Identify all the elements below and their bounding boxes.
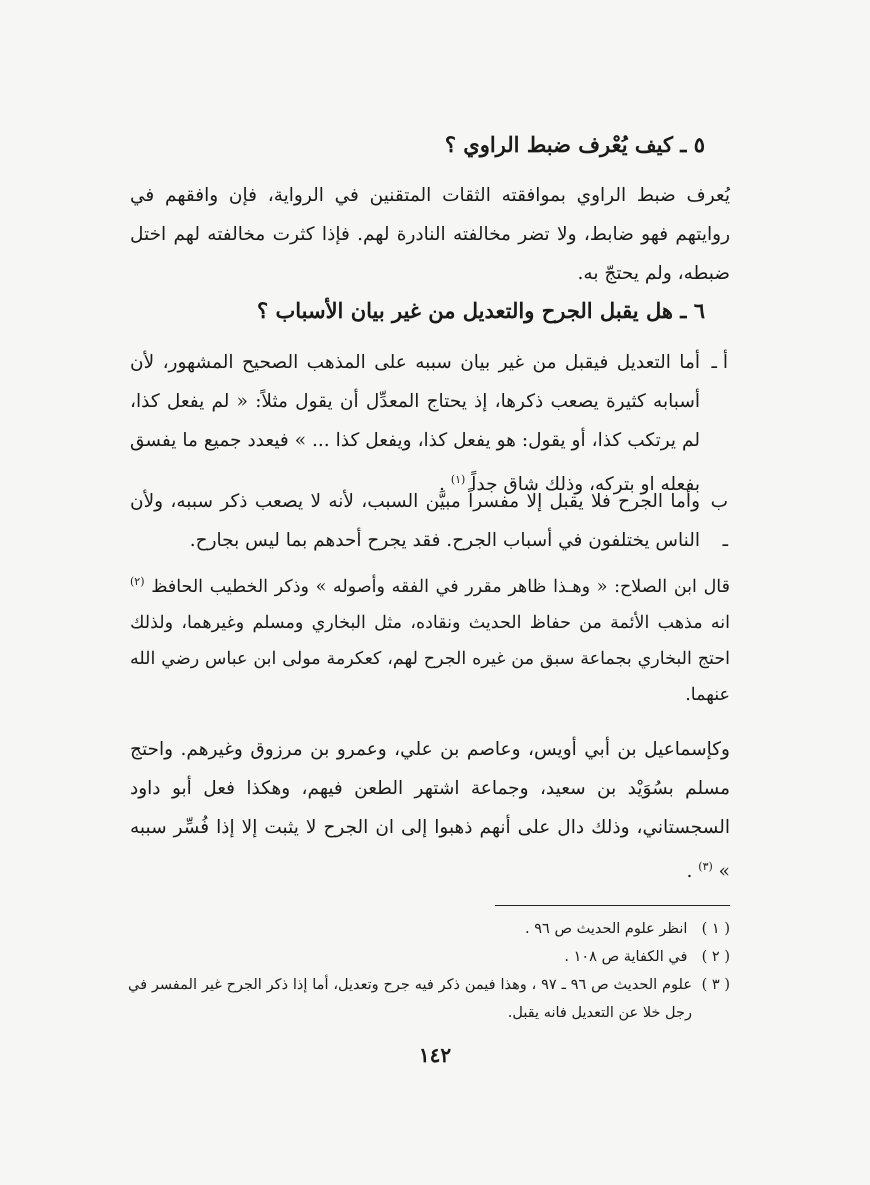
footnote-ref-2: (٢): [130, 575, 145, 588]
item-a-text: أما التعديل فيقبل من غير بيان سببه على المذهب الصحيح المشهور، لأن أسبابه كثيرة يصعب ذكرها، إذ يحتاج المعدِّل أن يقول مثلاً: « لم يفعل كذا، لم يرتكب كذا، أو يقول: هو يفعل كذا، ويفعل كذا ... » فيعدد جميع ما يفسق بفعله او بتركه، وذلك شاق جداً: [130, 352, 700, 496]
footnote-2-text: في الكفاية ص ١٠٨ .: [564, 949, 688, 965]
item-a-marker: أ ـ: [711, 352, 728, 373]
item-b-marker: ب ـ: [710, 491, 728, 551]
section-5-heading: ٥ ـ كيف يُعْرف ضبط الراوي ؟: [444, 132, 705, 157]
section-6-heading: ٦ ـ هل يقبل الجرح والتعديل من غير بيان الأسباب ؟: [257, 298, 705, 323]
footnote-2: [128, 943, 730, 971]
quote-2-end: .: [686, 861, 693, 883]
item-a: [130, 343, 728, 504]
footnote-1-number: ( ١ ): [701, 921, 730, 937]
quote-ibn-salah: [130, 564, 730, 713]
page-number: ١٤٢: [418, 1043, 452, 1067]
footnote-1: [128, 915, 730, 943]
footnote-ref-3: (٣): [698, 860, 713, 873]
footnote-3: [128, 971, 730, 1027]
footnote-divider: [495, 905, 730, 906]
item-b: [130, 482, 728, 560]
quote-1-rest: انه مذهب الأئمة من حفاظ الحديث ونقاده، مثل البخاري ومسلم وغيرهما، ولذلك احتج البخاري بجماعة سبق من غيره الجرح لهم، كعكرمة مولى ابن عباس رضي الله عنهما.: [130, 612, 730, 705]
section-5-body: يُعرف ضبط الراوي بموافقته الثقات المتقنين في الرواية، فإن وافقهم في روايتهم فهو ضابط، ولا تضر مخالفته النادرة لهم. فإذا كثرت مخالفته لهم اختل ضبطه، ولم يحتجّ به.: [130, 185, 730, 284]
footnote-2-number: ( ٢ ): [701, 949, 730, 965]
quote-1-text: قال ابن الصلاح: « وهـذا ظاهر مقرر في الفقه وأصوله » وذكر الخطيب الحافظ: [151, 576, 730, 597]
footnote-ref-1: (١): [450, 473, 466, 486]
quote-2-text: وكإسماعيل بن أبي أويس، وعاصم بن علي، وعمرو بن مرزوق وغيرهم. واحتج مسلم بسُوَيْد بن سعيد، وجماعة اشتهر الطعن فيهم، وهكذا فعل أبو داود السجستاني، وذلك دال على أنهم ذهبوا إلى ان الجرح لا يثبت إلا إذا فُسِّر سببه »: [130, 739, 730, 883]
footnote-1-text: انظر علوم الحديث ص ٩٦ .: [525, 921, 688, 937]
footnote-3-number: ( ٣ ): [701, 977, 730, 993]
item-a-end: .: [439, 474, 445, 496]
item-b-text: وأما الجرح فلا يقبل إلا مفسراً مبيَّن السبب، لأنه لا يصعب ذكر سببه، ولأن الناس يختلفون في أسباب الجرح. فقد يجرح أحدهم بما ليس بجارح.: [130, 491, 700, 551]
quote-continuation: [130, 730, 730, 891]
footnote-3-text: علوم الحديث ص ٩٦ ـ ٩٧ ، وهذا فيمن ذكر فيه جرح وتعديل، أما إذا ذكر الجرح غير المفسر في رجل خلا عن التعديل فانه يقبل.: [128, 977, 692, 1021]
